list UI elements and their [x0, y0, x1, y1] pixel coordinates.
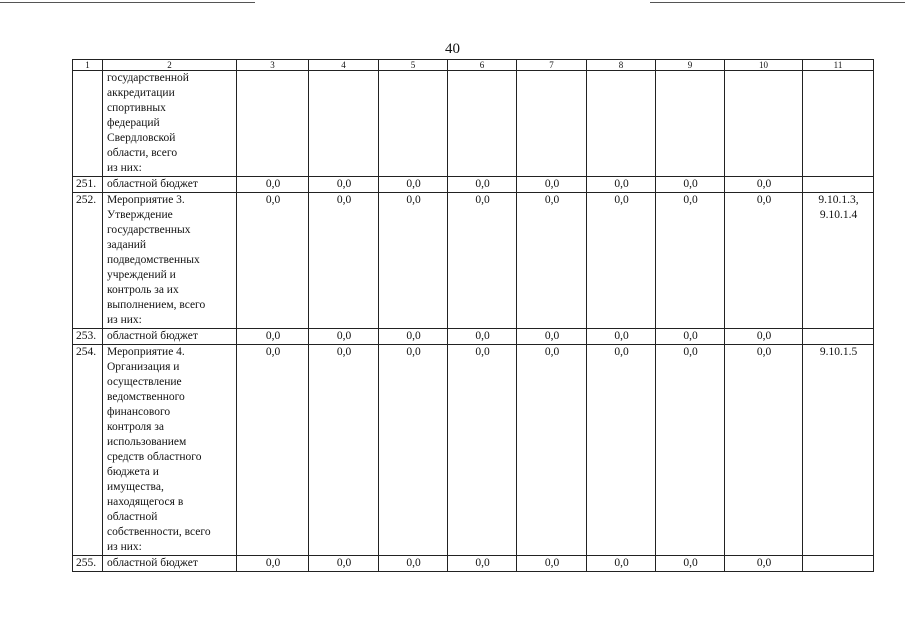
value-cell: 0,0	[587, 177, 656, 193]
value-cell: 0,0	[587, 345, 656, 556]
target-code: 9.10.1.3, 9.10.1.4	[803, 193, 874, 329]
value-cell: 0,0	[237, 556, 309, 572]
value-cell: 0,0	[587, 329, 656, 345]
table-row	[73, 193, 874, 329]
column-header-4: 4	[309, 60, 379, 71]
row-number: 254.	[73, 345, 103, 556]
column-header-6: 6	[448, 60, 517, 71]
row-number: 253.	[73, 329, 103, 345]
value-cell: 0,0	[725, 345, 803, 556]
value-cell: 0,0	[656, 193, 725, 329]
value-cell: 0,0	[237, 345, 309, 556]
value-cell: 0,0	[517, 345, 587, 556]
row-description: областной бюджет	[103, 177, 237, 193]
value-cell	[448, 71, 517, 177]
row-number: 255.	[73, 556, 103, 572]
value-cell	[309, 71, 379, 177]
value-cell: 0,0	[448, 556, 517, 572]
value-cell	[587, 71, 656, 177]
value-cell: 0,0	[237, 177, 309, 193]
top-rule-left	[0, 2, 255, 3]
value-cell: 0,0	[517, 329, 587, 345]
value-cell: 0,0	[309, 193, 379, 329]
column-header-1: 1	[73, 60, 103, 71]
target-code	[803, 177, 874, 193]
value-cell: 0,0	[237, 329, 309, 345]
table-row	[73, 329, 874, 345]
row-number: 251.	[73, 177, 103, 193]
value-cell: 0,0	[517, 556, 587, 572]
column-header-8: 8	[587, 60, 656, 71]
page-number: 40	[445, 41, 460, 57]
value-cell: 0,0	[587, 193, 656, 329]
value-cell: 0,0	[725, 556, 803, 572]
target-code: 9.10.1.5	[803, 345, 874, 556]
column-header-5: 5	[379, 60, 448, 71]
value-cell: 0,0	[379, 345, 448, 556]
budget-table	[72, 59, 874, 572]
column-header-2: 2	[103, 60, 237, 71]
value-cell: 0,0	[448, 177, 517, 193]
row-description: Мероприятие 3. Утверждение государственных заданий подведомственных учреждений и контроль за их выполнением, всего из них:	[103, 193, 237, 329]
row-number	[73, 71, 103, 177]
value-cell: 0,0	[725, 193, 803, 329]
column-header-11: 11	[803, 60, 874, 71]
value-cell: 0,0	[587, 556, 656, 572]
value-cell: 0,0	[379, 556, 448, 572]
row-description: областной бюджет	[103, 556, 237, 572]
column-number-row	[73, 60, 874, 71]
value-cell: 0,0	[656, 345, 725, 556]
table-body	[73, 71, 874, 572]
value-cell: 0,0	[379, 329, 448, 345]
table-row	[73, 71, 874, 177]
value-cell: 0,0	[309, 329, 379, 345]
value-cell: 0,0	[656, 177, 725, 193]
value-cell: 0,0	[725, 329, 803, 345]
value-cell: 0,0	[448, 329, 517, 345]
target-code	[803, 71, 874, 177]
table-row	[73, 556, 874, 572]
column-header-10: 10	[725, 60, 803, 71]
value-cell	[237, 71, 309, 177]
value-cell	[725, 71, 803, 177]
column-header-9: 9	[656, 60, 725, 71]
value-cell: 0,0	[448, 193, 517, 329]
value-cell: 0,0	[309, 345, 379, 556]
value-cell: 0,0	[517, 177, 587, 193]
value-cell: 0,0	[725, 177, 803, 193]
row-description: областной бюджет	[103, 329, 237, 345]
row-description: государственной аккредитации спортивных федераций Свердловской области, всего из них:	[103, 71, 237, 177]
row-description: Мероприятие 4. Организация и осуществление ведомственного финансового контроля за использованием средств областного бюджета и имущества, находящегося в областной собственности, всего из них:	[103, 345, 237, 556]
value-cell: 0,0	[448, 345, 517, 556]
value-cell: 0,0	[309, 177, 379, 193]
value-cell: 0,0	[309, 556, 379, 572]
table-row	[73, 345, 874, 556]
value-cell	[656, 71, 725, 177]
column-header-3: 3	[237, 60, 309, 71]
value-cell: 0,0	[656, 556, 725, 572]
row-number: 252.	[73, 193, 103, 329]
value-cell: 0,0	[379, 177, 448, 193]
target-code	[803, 329, 874, 345]
value-cell: 0,0	[656, 329, 725, 345]
value-cell: 0,0	[517, 193, 587, 329]
value-cell: 0,0	[379, 193, 448, 329]
target-code	[803, 556, 874, 572]
column-header-7: 7	[517, 60, 587, 71]
top-rule-right	[650, 2, 905, 3]
value-cell	[379, 71, 448, 177]
value-cell	[517, 71, 587, 177]
value-cell: 0,0	[237, 193, 309, 329]
table-row	[73, 177, 874, 193]
